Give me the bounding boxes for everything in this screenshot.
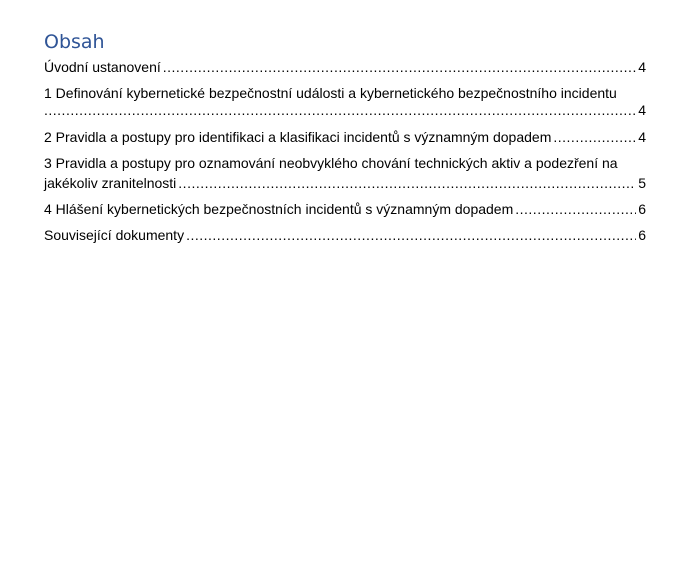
toc-page-number: 6 (638, 227, 646, 243)
toc-entry-2[interactable] (44, 128, 646, 146)
toc-entry-4[interactable] (44, 200, 646, 218)
toc-page-number: 4 (638, 102, 646, 118)
toc-leader (553, 128, 636, 146)
toc-leader (44, 101, 636, 119)
toc-leader (163, 58, 636, 76)
toc-page-number: 4 (638, 129, 646, 145)
toc-entry-3-cont[interactable] (44, 174, 646, 192)
toc-entry-1[interactable] (44, 84, 646, 102)
toc-entry-text: 1 Definování kybernetické bezpečnostní události a kybernetického bezpečnostního incidentu (44, 85, 617, 101)
toc-entry-text: 3 Pravidla a postupy pro oznamování neobvyklého chování technických aktiv a podezření na (44, 155, 618, 171)
toc-entry-text: 4 Hlášení kybernetických bezpečnostních incidentů s významným dopadem (44, 201, 514, 217)
toc-entry-3[interactable] (44, 154, 646, 172)
toc-entry-related[interactable] (44, 226, 646, 244)
toc-entry-text: 2 Pravidla a postupy pro identifikaci a klasifikaci incidentů s významným dopadem (44, 129, 552, 145)
toc-page-number: 6 (638, 201, 646, 217)
toc-entry-text: Úvodní ustanovení (44, 59, 161, 75)
toc-entry-text: jakékoliv zranitelnosti (44, 175, 177, 191)
toc-entry-intro[interactable] (44, 58, 646, 76)
toc-heading: Obsah (44, 31, 105, 53)
toc-entry-text: Související dokumenty (44, 227, 185, 243)
toc-page-number: 5 (638, 175, 646, 191)
toc-leader (186, 226, 636, 244)
toc-leader (178, 174, 636, 192)
toc-page-number: 4 (638, 59, 646, 75)
toc-entry-1-cont[interactable] (44, 101, 646, 119)
toc-leader (515, 200, 636, 218)
